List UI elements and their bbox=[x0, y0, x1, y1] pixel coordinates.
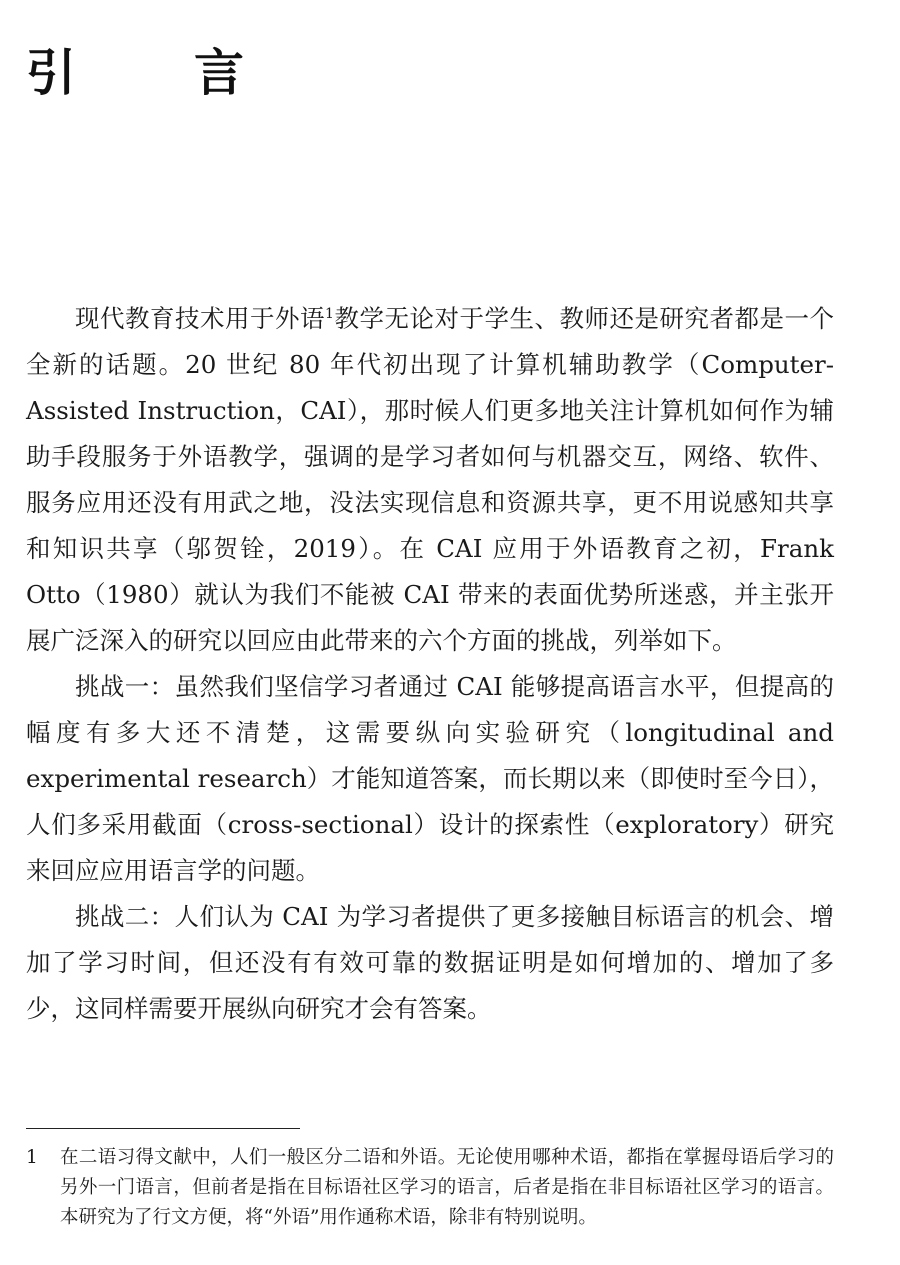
paragraph-challenge-two: 挑战二：人们认为 CAI 为学习者提供了更多接触目标语言的机会、增加了学习时间，但还没有有效可靠的数据证明是如何增加的、增加了多少，这同样需要开展纵向研究才会有答案。 bbox=[26, 902, 834, 1023]
paragraph-intro-lead: 现代教育技术用于外语 bbox=[75, 304, 326, 333]
footnote-divider bbox=[26, 1128, 300, 1129]
paragraph-intro-rest: 教学无论对于学生、教师还是研究者都是一个全新的话题。20 世纪 80 年代初出现了计算机辅助教学（Computer-Assisted Instruction，CAI），那时候人们更多地关注计算机如何作为辅助手段服务于外语教学，强调的是学习者如何与机器交互，网络、软件、服务应用还没有用武之地，没法实现信息和资源共享，更不用说感知共享和知识共享（邬贺铨，2019）。在 CAI 应用于外语教育之初，Frank Otto（1980）就认为我们不能被 CAI 带来的表面优势所迷惑，并主张开展广泛深入的研究以回应由此带来的六个方面的挑战，列举如下。 bbox=[26, 304, 835, 655]
footnote-number: 1 bbox=[26, 1147, 38, 1168]
paragraph-challenge-one: 挑战一：虽然我们坚信学习者通过 CAI 能够提高语言水平，但提高的幅度有多大还不清楚，这需要纵向实验研究（longitudinal and experimental research）才能知道答案，而长期以来（即使时至今日），人们多采用截面（cross-sectional）设计的探索性（exploratory）研究来回应应用语言学的问题。 bbox=[26, 672, 834, 885]
paragraph-intro bbox=[26, 296, 834, 664]
footnote-text: 在二语习得文献中，人们一般区分二语和外语。无论使用哪种术语，都指在掌握母语后学习的另外一门语言，但前者是指在目标语社区学习的语言，后者是指在非目标语社区学习的语言。本研究为了行文方便，将“外语”用作通称术语，除非有特别说明。 bbox=[60, 1147, 834, 1228]
footnote-reference: 1 bbox=[325, 305, 334, 322]
body-text bbox=[26, 296, 834, 1032]
footnote bbox=[26, 1143, 834, 1233]
page-title: 引 言 bbox=[26, 43, 278, 102]
